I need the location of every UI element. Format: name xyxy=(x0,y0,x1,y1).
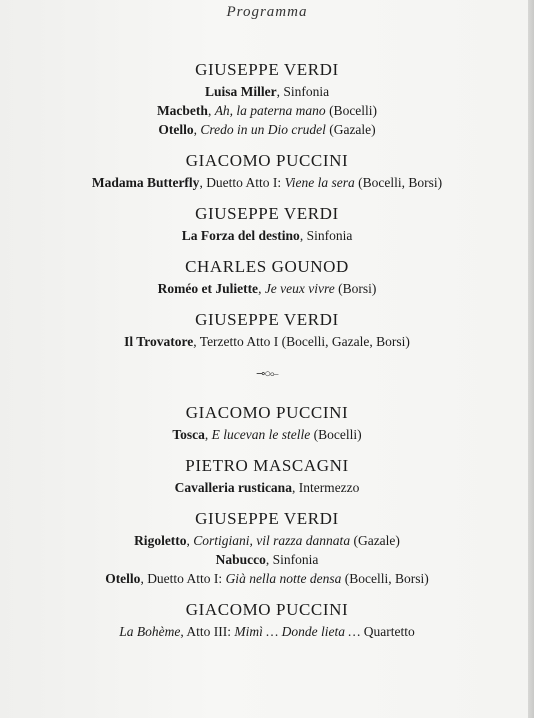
program-content xyxy=(0,58,534,651)
performers: (Bocelli, Borsi) xyxy=(354,175,443,190)
program-work-line xyxy=(0,531,534,550)
work-title: Macbeth xyxy=(156,103,208,118)
aria-title: Cortigiani, vil razza dannata xyxy=(193,533,351,548)
work-description: Quartetto xyxy=(360,624,415,639)
program-work-line xyxy=(0,173,534,192)
program-work-line xyxy=(0,569,534,588)
composer-name: GIUSEPPE VERDI xyxy=(195,509,339,528)
work-separator: , xyxy=(193,122,201,137)
work-title: Luisa Miller xyxy=(204,84,277,99)
performers: , Atto III: xyxy=(180,624,235,639)
work-description: Duetto Atto I: xyxy=(147,571,226,586)
work-title: La Forza del destino xyxy=(181,228,300,243)
work-title: Cavalleria rusticana xyxy=(174,480,292,495)
program-work-line xyxy=(0,82,534,101)
composer-name: GIUSEPPE VERDI xyxy=(195,310,339,329)
work-description: Sinfonia xyxy=(272,552,319,567)
composer-name: GIACOMO PUCCINI xyxy=(185,151,349,170)
work-title: Il Trovatore xyxy=(124,334,194,349)
aria-title: Credo in un Dio crudel xyxy=(200,122,326,137)
aria-title: E lucevan le stelle xyxy=(211,427,311,442)
program-work-line xyxy=(0,279,534,298)
work-separator: , xyxy=(193,334,200,349)
aria-title: Viene la sera xyxy=(284,175,355,190)
work-separator: , xyxy=(199,175,207,190)
program-part-2 xyxy=(0,401,534,641)
work-title: Madama Butterfly xyxy=(91,175,200,190)
composer-name: GIUSEPPE VERDI xyxy=(195,204,339,223)
work-separator: , xyxy=(265,552,273,567)
program-section xyxy=(0,149,534,192)
aria-title: Già nella notte densa xyxy=(225,571,342,586)
work-description: Intermezzo xyxy=(298,480,360,495)
work-separator: , xyxy=(207,103,215,118)
work-title: Roméo et Juliette xyxy=(157,281,259,296)
composer-name: CHARLES GOUNOD xyxy=(185,257,349,276)
aria-title: Ah, la paterna mano xyxy=(214,103,326,118)
program-section xyxy=(0,598,534,641)
aria-title: La Bohème xyxy=(119,624,181,639)
program-work-line xyxy=(0,550,534,569)
performers: (Gazale) xyxy=(325,122,376,137)
work-title: Rigoletto xyxy=(134,533,187,548)
program-section xyxy=(0,255,534,298)
work-separator: , xyxy=(140,571,148,586)
performers: (Bocelli, Borsi) xyxy=(341,571,429,586)
program-work-line xyxy=(0,226,534,245)
program-work-line xyxy=(0,478,534,497)
work-separator: , xyxy=(186,533,194,548)
aria-title: Je veux vivre xyxy=(264,281,335,296)
program-work-line xyxy=(0,120,534,139)
work-description: Sinfonia xyxy=(306,228,353,243)
program-section xyxy=(0,58,534,139)
performers: (Bocelli) xyxy=(325,103,378,118)
work-title: Nabucco xyxy=(215,552,266,567)
program-section xyxy=(0,308,534,351)
program-work-line xyxy=(0,332,534,351)
work-separator: , xyxy=(276,84,284,99)
work-title: Otello xyxy=(105,571,141,586)
program-section xyxy=(0,507,534,588)
program-work-line xyxy=(0,425,534,444)
performers: (Borsi) xyxy=(334,281,377,296)
work-title: Tosca xyxy=(172,427,205,442)
aria-title: Mimì … Donde lieta … xyxy=(234,624,361,639)
page-header: Programma xyxy=(226,4,308,20)
program-section xyxy=(0,202,534,245)
work-title: Otello xyxy=(158,122,194,137)
work-separator: , xyxy=(291,480,299,495)
composer-name: GIACOMO PUCCINI xyxy=(185,403,349,422)
work-separator: , xyxy=(299,228,307,243)
section-divider-ornament: ⊸○⟜ xyxy=(256,368,278,380)
work-description: Terzetto Atto I (Bocelli, Gazale, Borsi) xyxy=(199,334,410,349)
program-section xyxy=(0,454,534,497)
work-description: Duetto Atto I: xyxy=(206,175,285,190)
program-work-line xyxy=(0,622,534,641)
work-separator: , xyxy=(204,427,212,442)
composer-name: GIACOMO PUCCINI xyxy=(185,600,349,619)
program-part-1 xyxy=(0,58,534,351)
composer-name: GIUSEPPE VERDI xyxy=(195,60,339,79)
program-section xyxy=(0,401,534,444)
performers: (Bocelli) xyxy=(310,427,362,442)
work-description: Sinfonia xyxy=(283,84,330,99)
composer-name: PIETRO MASCAGNI xyxy=(185,456,349,475)
program-work-line xyxy=(0,101,534,120)
work-separator: , xyxy=(258,281,265,296)
performers: (Gazale) xyxy=(350,533,400,548)
